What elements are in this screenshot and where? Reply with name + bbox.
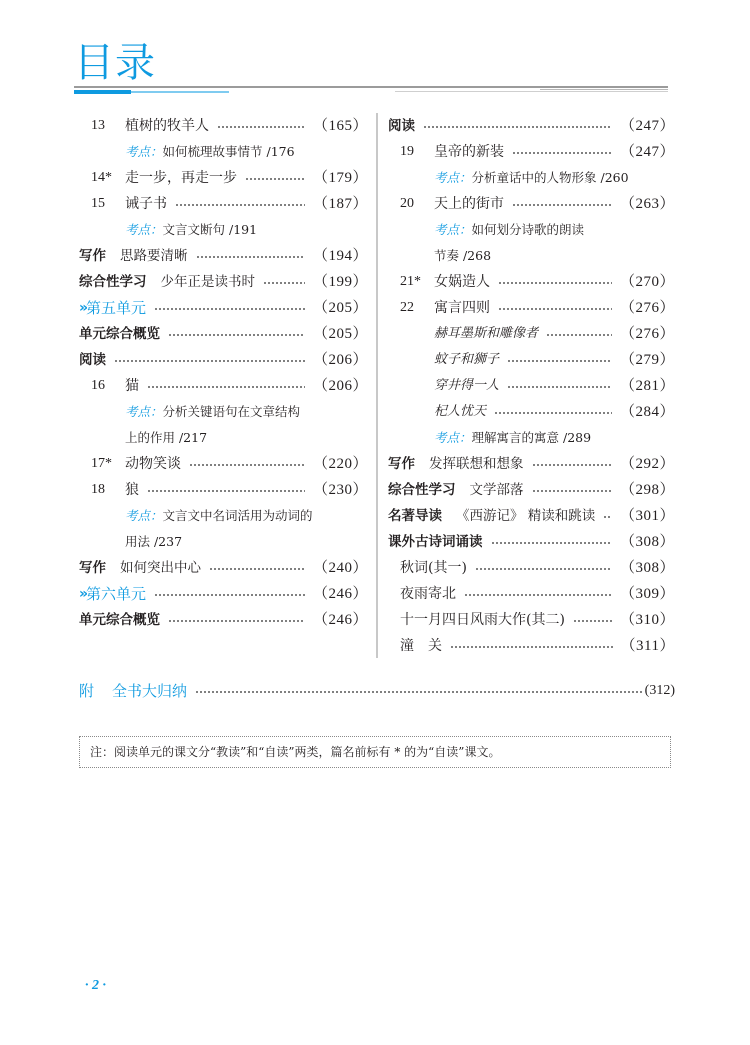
page-ref: （284）: [619, 404, 675, 420]
key-point-text: 上的作用 /217: [125, 430, 208, 445]
section-label: 单元综合概览: [79, 326, 160, 342]
page-ref: （309）: [619, 586, 675, 602]
leader-dots: [423, 126, 612, 128]
toc-entry-poem[interactable]: [388, 607, 675, 633]
toc-entry-lesson[interactable]: [388, 191, 675, 217]
toc-right-column: [388, 113, 675, 659]
lesson-title: 皇帝的新装: [434, 144, 504, 160]
leader-dots: [491, 542, 612, 544]
lesson-title: 天上的街市: [434, 196, 504, 212]
leader-dots: [217, 126, 305, 128]
page-ref: （220）: [312, 456, 368, 472]
leader-dots: [114, 360, 305, 362]
toc-entry-section[interactable]: [79, 555, 368, 581]
lesson-number: 14*: [91, 170, 112, 185]
toc-entry-lesson[interactable]: [79, 191, 368, 217]
section-subtitle: 文学部落: [469, 482, 524, 498]
toc-entry-unit[interactable]: [79, 581, 368, 607]
toc-entry-fable[interactable]: [388, 347, 675, 373]
section-label: 写作: [388, 456, 415, 472]
lesson-number: 17*: [91, 456, 112, 471]
section-label: 综合性学习: [388, 482, 456, 498]
page-ref: （206）: [312, 352, 368, 368]
page-ref: （308）: [619, 534, 675, 550]
leader-dots: [245, 178, 305, 180]
unit-title: 第五单元: [86, 299, 147, 317]
page-ref: （301）: [619, 508, 675, 524]
lesson-title: 走一步，再走一步: [125, 170, 237, 186]
toc-key-point-continued: [79, 425, 368, 451]
toc-key-point: [388, 165, 675, 191]
page-ref: （194）: [312, 248, 368, 264]
section-title: [79, 347, 106, 373]
key-point-tag: 考点：: [125, 222, 163, 237]
lesson-number: 15: [91, 196, 105, 211]
toc-entry-lesson[interactable]: [388, 295, 675, 321]
lesson-number: 20: [400, 196, 414, 211]
fable-title: 蚊子和狮子: [434, 352, 500, 367]
page-ref: （205）: [312, 326, 368, 342]
section-title: [388, 477, 524, 503]
section-label: 阅读: [388, 118, 415, 134]
page-ref: （276）: [619, 326, 675, 342]
toc-key-point: [79, 139, 368, 165]
appendix-title: 全书大归纳: [112, 682, 188, 700]
key-point-text: 文言文断句 /191: [162, 222, 258, 237]
toc-entry-poem[interactable]: [388, 555, 675, 581]
toc-entry-lesson[interactable]: [388, 269, 675, 295]
toc-entry-section[interactable]: [79, 321, 368, 347]
page-ref: （206）: [312, 378, 368, 394]
section-subtitle: 少年正是读书时: [160, 274, 255, 290]
toc-key-point-continued: [388, 243, 675, 269]
toc-entry-fable[interactable]: [388, 321, 675, 347]
poem-title: 夜雨寄北: [400, 586, 456, 602]
lesson-number: 13: [91, 118, 105, 133]
section-subtitle: 如何突出中心: [120, 560, 201, 576]
key-point-text: 分析童话中的人物形象 /260: [471, 170, 629, 185]
page-ref: （199）: [312, 274, 368, 290]
leader-dots: [195, 691, 643, 693]
toc-entry-section[interactable]: [388, 503, 675, 529]
column-divider: [376, 113, 378, 658]
leader-dots: [603, 516, 612, 518]
leader-dots: [498, 282, 612, 284]
key-point-text: 如何划分诗歌的朗读: [471, 222, 585, 237]
page-ref: （276）: [619, 300, 675, 316]
toc-entry-fable[interactable]: [388, 399, 675, 425]
unit-title: 第六单元: [86, 585, 147, 603]
lesson-number: 18: [91, 482, 105, 497]
toc-entry-lesson[interactable]: [79, 165, 368, 191]
section-label: 写作: [79, 560, 106, 576]
leader-dots: [512, 204, 612, 206]
key-point-tag: 考点：: [125, 404, 163, 419]
section-label: 课外古诗词诵读: [388, 534, 483, 550]
fable-title: 赫耳墨斯和雕像者: [434, 326, 539, 341]
leader-dots: [450, 646, 613, 648]
fable-title: 杞人忧天: [434, 404, 487, 419]
page-ref: （292）: [619, 456, 675, 472]
leader-dots: [263, 282, 305, 284]
toc-entry-poem[interactable]: [388, 581, 675, 607]
page-ref: （310）: [619, 612, 675, 628]
lesson-title: 动物笑谈: [125, 456, 181, 472]
double-chevron-icon: »: [79, 300, 86, 316]
leader-dots: [494, 412, 612, 414]
leader-dots: [189, 464, 305, 466]
lesson-title: 植树的牧羊人: [125, 118, 209, 134]
page-ref: （179）: [312, 170, 368, 186]
toc-key-point: [79, 217, 368, 243]
toc-entry-section[interactable]: [79, 347, 368, 373]
toc-entry-section[interactable]: [388, 113, 675, 139]
toc-entry-lesson[interactable]: [79, 477, 368, 503]
page-ref: （230）: [312, 482, 368, 498]
header-rule: [74, 86, 668, 88]
page-ref: （205）: [312, 300, 368, 316]
toc-entry-section[interactable]: [79, 243, 368, 269]
section-title: [79, 243, 188, 269]
key-point-text: 分析关键语句在文章结构: [162, 404, 301, 419]
leader-dots: [573, 620, 612, 622]
section-title: [79, 607, 160, 633]
key-point-text: 理解寓言的寓意 /289: [471, 430, 592, 445]
toc-key-point: [79, 503, 368, 529]
toc-entry-lesson[interactable]: [388, 139, 675, 165]
leader-dots: [168, 334, 305, 336]
lesson-number: 19: [400, 144, 414, 159]
section-title: [388, 113, 415, 139]
section-subtitle: 发挥联想和想象: [429, 456, 524, 472]
page-ref: （247）: [619, 118, 675, 134]
key-point-text: 文言文中名词活用为动词的: [162, 508, 313, 523]
section-title: [388, 503, 595, 529]
key-point-text: 如何梳理故事情节 /176: [162, 144, 295, 159]
leader-dots: [154, 594, 305, 596]
lesson-title: 狼: [125, 482, 139, 498]
lesson-title: 猫: [125, 378, 139, 394]
poem-title: 十一月四日风雨大作(其二): [400, 612, 565, 628]
poem-title: 秋词(其一): [400, 560, 467, 576]
header-accent-bar-light: [131, 91, 229, 93]
page-ref: （247）: [619, 144, 675, 160]
toc-entry-lesson[interactable]: [79, 451, 368, 477]
leader-dots: [512, 152, 612, 154]
leader-dots: [532, 464, 612, 466]
lesson-number: 22: [400, 300, 414, 315]
toc-entry-section[interactable]: [79, 607, 368, 633]
lesson-number: 21*: [400, 274, 421, 289]
page-ref: (312): [644, 683, 675, 698]
leader-dots: [209, 568, 305, 570]
leader-dots: [147, 386, 305, 388]
toc-entry-section[interactable]: [79, 269, 368, 295]
key-point-tag: 考点：: [125, 508, 163, 523]
section-title: [79, 321, 160, 347]
leader-dots: [507, 386, 612, 388]
key-point-tag: 考点：: [434, 222, 472, 237]
leader-dots: [507, 360, 612, 362]
double-chevron-icon: »: [79, 586, 86, 602]
leader-dots: [175, 204, 305, 206]
key-point-tag: 考点：: [125, 144, 163, 159]
page-ref: （263）: [619, 196, 675, 212]
leader-dots: [154, 308, 305, 310]
page-ref: （311）: [620, 638, 675, 654]
toc-entry-lesson[interactable]: [79, 373, 368, 399]
section-label: 阅读: [79, 352, 106, 368]
toc-key-point: [388, 217, 675, 243]
toc-entry-poem[interactable]: [388, 633, 675, 659]
footnote-box: 注：阅读单元的课文分“教读”和“自读”两类，篇名前标有 * 的为“自读”课文。: [79, 736, 671, 768]
section-title: [388, 451, 524, 477]
lesson-number: 16: [91, 378, 105, 393]
lesson-title: 女娲造人: [434, 274, 490, 290]
header-rule-thin: [540, 89, 668, 90]
section-label: 综合性学习: [79, 274, 147, 290]
page-ref: （187）: [312, 196, 368, 212]
page-number: · 2 ·: [85, 978, 106, 993]
section-label: 单元综合概览: [79, 612, 160, 628]
key-point-text: 节奏 /268: [434, 248, 492, 263]
leader-dots: [532, 490, 612, 492]
leader-dots: [168, 620, 305, 622]
page-ref: （246）: [312, 586, 368, 602]
leader-dots: [196, 256, 305, 258]
toc-entry-appendix[interactable]: [79, 678, 675, 704]
key-point-tag: 考点：: [434, 170, 472, 185]
section-subtitle: 《西游记》 精读和跳读: [456, 508, 596, 524]
lesson-title: 寓言四则: [434, 300, 490, 316]
leader-dots: [464, 594, 612, 596]
page-ref: （240）: [312, 560, 368, 576]
appendix-head: 附: [79, 682, 95, 700]
toc-key-point-continued: [79, 529, 368, 555]
page-ref: （281）: [619, 378, 675, 394]
toc-entry-section[interactable]: [388, 451, 675, 477]
toc-entry-lesson[interactable]: [79, 113, 368, 139]
page-ref: （279）: [619, 352, 675, 368]
section-title: [388, 529, 483, 555]
toc-key-point: [388, 425, 675, 451]
page-ref: （246）: [312, 612, 368, 628]
page-ref: （308）: [619, 560, 675, 576]
toc-key-point: [79, 399, 368, 425]
key-point-tag: 考点：: [434, 430, 472, 445]
page-ref: （298）: [619, 482, 675, 498]
leader-dots: [475, 568, 612, 570]
key-point-text: 用法 /237: [125, 534, 183, 549]
page-title: 目录: [74, 40, 156, 86]
toc-entry-unit[interactable]: [79, 295, 368, 321]
toc-entry-fable[interactable]: [388, 373, 675, 399]
leader-dots: [546, 334, 612, 336]
section-title: [79, 555, 201, 581]
lesson-title: 诫子书: [125, 196, 167, 212]
section-label: 名著导读: [388, 508, 442, 524]
section-subtitle: 思路要清晰: [120, 248, 188, 264]
section-title: [79, 269, 255, 295]
leader-dots: [147, 490, 305, 492]
header-accent-bar: [74, 90, 131, 94]
page-ref: （270）: [619, 274, 675, 290]
poem-title: 潼 关: [400, 638, 442, 654]
section-label: 写作: [79, 248, 106, 264]
toc-entry-section[interactable]: [388, 477, 675, 503]
leader-dots: [498, 308, 612, 310]
page-ref: （165）: [312, 118, 368, 134]
fable-title: 穿井得一人: [434, 378, 500, 393]
toc-left-column: [79, 113, 368, 633]
toc-entry-section[interactable]: [388, 529, 675, 555]
header-rule-thin: [395, 91, 668, 92]
